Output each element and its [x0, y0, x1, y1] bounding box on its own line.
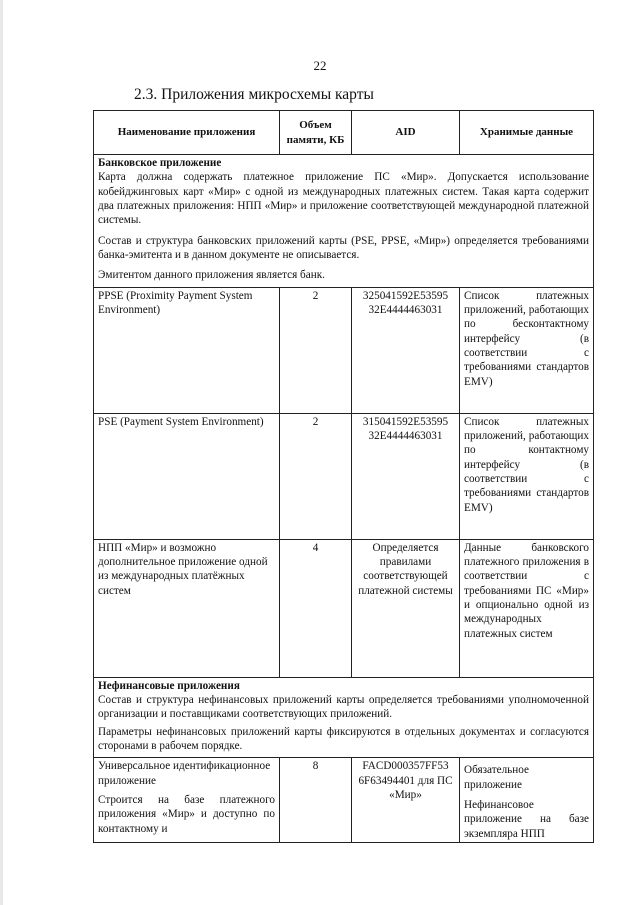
- table-row: [94, 413, 594, 539]
- banking-heading: Банковское приложение: [98, 157, 222, 169]
- app-aid: 315041592E53595 32E4444463031: [352, 413, 460, 539]
- header-aid: AID: [352, 111, 460, 155]
- app-aid: 325041592E53595 32E4444463031: [352, 287, 460, 413]
- app-memory: 4: [280, 539, 352, 677]
- banking-paragraph: Состав и структура банковских приложений карты (PSE, PPSE, «Мир») определяется требованиями банка-эмитента и в данном документе не описывается.: [98, 234, 589, 261]
- header-memory: Объем памяти, КБ: [280, 111, 352, 155]
- app-stored-data: Обязательное приложение: [464, 764, 529, 791]
- app-name: PSE (Payment System Environment): [94, 413, 280, 539]
- table-row: [94, 758, 594, 843]
- nonfinancial-heading: Нефинансовые приложения: [98, 679, 240, 692]
- app-stored-data-cell: [460, 758, 594, 843]
- app-stored-data: Данные банковского платежного приложения в соответствии с требованиями ПС «Мир» и опционально одной из международных платежных систем: [460, 539, 594, 677]
- app-name-cell: [94, 758, 280, 843]
- nonfinancial-paragraph: Параметры нефинансовых приложений карты фиксируются в отдельных документах и согласуются сторонами в рабочем порядке.: [98, 725, 589, 752]
- app-aid: FACD000357FF53 6F63494401 для ПС «Мир»: [352, 758, 460, 843]
- section-title: 2.3. Приложения микросхемы карты: [134, 86, 374, 103]
- banking-section-row: [94, 155, 594, 288]
- table-row: [94, 539, 594, 677]
- header-stored: Хранимые данные: [460, 111, 594, 155]
- banking-section: [94, 155, 594, 288]
- app-stored-data: Нефинансовое приложение на базе экземпляра НПП: [464, 798, 589, 840]
- scan-edge: [0, 0, 3, 905]
- app-name: PPSE (Proximity Payment System Environment): [94, 287, 280, 413]
- header-row: [94, 111, 594, 155]
- app-aid: Определяется правилами соответствующей платежной системы: [352, 539, 460, 677]
- applications-table: [93, 110, 594, 843]
- page-number: 22: [313, 58, 327, 73]
- nonfinancial-section: [94, 677, 594, 758]
- nonfinancial-section-row: [94, 677, 594, 758]
- app-memory: 8: [280, 758, 352, 843]
- table-row: [94, 287, 594, 413]
- banking-paragraph: Карта должна содержать платежное приложение ПС «Мир». Допускается использование кобейджинговых карт «Мир» с одной из международных платежных систем. Такая карта содержит два платежных приложения: НПП «Мир» и приложение соответствующей международной платежной системы.: [98, 171, 589, 227]
- app-name: НПП «Мир» и возможно дополнительное приложение одной из международных платёжных систем: [94, 539, 280, 677]
- app-memory: 2: [280, 287, 352, 413]
- app-memory: 2: [280, 413, 352, 539]
- nonfinancial-paragraph: Состав и структура нефинансовых приложений карты определяется требованиями уполномоченной организации и поставщиками соответствующих приложений.: [98, 693, 589, 721]
- app-stored-data: Список платежных приложений, работающих по бесконтактному интерфейсу (в соответствии с требованиями стандартов EMV): [460, 287, 594, 413]
- app-name: Универсальное идентификационное приложение: [98, 760, 271, 787]
- banking-paragraph: Эмитентом данного приложения является банк.: [98, 269, 325, 282]
- app-name-note: Строится на базе платежного приложения «Мир» и доступно по контактному и: [98, 793, 275, 835]
- header-name: Наименование приложения: [94, 111, 280, 155]
- app-stored-data: Список платежных приложений, работающих по контактному интерфейсу (в соответствии с требованиями стандартов EMV): [460, 413, 594, 539]
